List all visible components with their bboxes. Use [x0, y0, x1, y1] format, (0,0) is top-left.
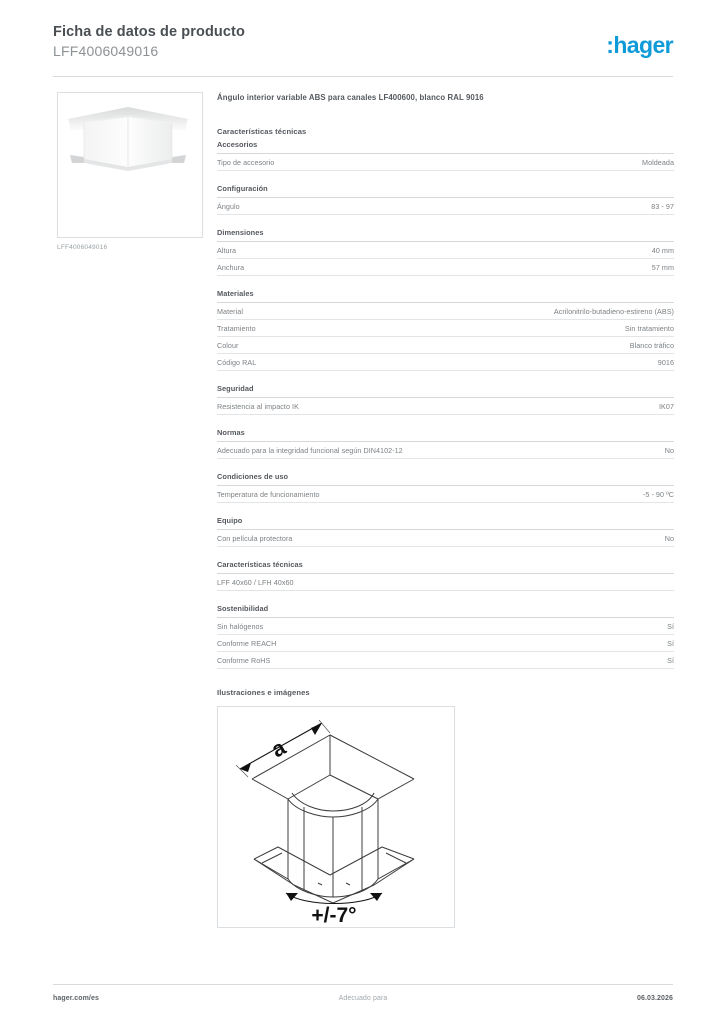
- illustrations-heading: Ilustraciones e imágenes: [217, 688, 310, 697]
- product-photo: [57, 92, 203, 238]
- spec-row-value: 9016: [657, 357, 674, 367]
- spec-row-label: Anchura: [217, 262, 245, 272]
- page-header: [53, 24, 673, 72]
- product-photo-image: [58, 93, 202, 237]
- spec-row: [217, 574, 674, 591]
- footer-date: 06.03.2026: [636, 995, 673, 1002]
- spec-row-label: Conforme REACH: [217, 638, 277, 648]
- spec-row-label: Adecuado para la integridad funcional según DIN4102-12: [217, 445, 403, 455]
- spec-row-label: Colour: [217, 340, 239, 350]
- spec-section: [217, 228, 674, 276]
- header-divider: [53, 76, 673, 77]
- spec-row-value: Sí: [667, 655, 674, 665]
- spec-row-label: Código RAL: [217, 357, 257, 367]
- spec-row: [217, 198, 674, 215]
- spec-section-title: Materiales: [217, 289, 674, 303]
- spec-row-label: Tratamiento: [217, 323, 256, 333]
- spec-row: [217, 259, 674, 276]
- spec-section: [217, 560, 674, 591]
- spec-row-label: Resistencia al impacto IK: [217, 401, 299, 411]
- page-title: Ficha de datos de producto: [53, 24, 245, 40]
- spec-section: [217, 428, 674, 459]
- spec-section-title: Condiciones de uso: [217, 472, 674, 486]
- spec-row: [217, 486, 674, 503]
- spec-row-value: No: [664, 533, 674, 543]
- spec-section-title: Equipo: [217, 516, 674, 530]
- spec-row-value: Moldeada: [642, 157, 674, 167]
- spec-row-value: Sin tratamiento: [624, 323, 674, 333]
- spec-row-label: Temperatura de funcionamiento: [217, 489, 320, 499]
- spec-section-title: Características técnicas: [217, 560, 674, 574]
- spec-row-value: 57 mm: [651, 262, 674, 272]
- spec-section: [217, 384, 674, 415]
- spec-row: [217, 398, 674, 415]
- spec-row: [217, 530, 674, 547]
- spec-row-label: Con película protectora: [217, 533, 293, 543]
- product-thumbnail-block: [57, 92, 203, 251]
- technical-drawing-svg: [218, 707, 454, 927]
- spec-row: [217, 242, 674, 259]
- spec-row: [217, 442, 674, 459]
- footer-divider: [53, 984, 673, 985]
- spec-row-value: Blanco tráfico: [629, 340, 674, 350]
- spec-section-title: Normas: [217, 428, 674, 442]
- spec-row-value: Acrilonitrilo-butadieno-estireno (ABS): [553, 306, 674, 316]
- drawing-dimension-label: a: [266, 734, 290, 763]
- footer-website[interactable]: hager.com/es: [53, 995, 99, 1002]
- footer-note: Adecuado para: [338, 995, 388, 1002]
- spec-section-title: Sostenibilidad: [217, 604, 674, 618]
- spec-row-label: LFF 40x60 / LFH 40x60: [217, 577, 294, 587]
- spec-row-label: Ángulo: [217, 201, 240, 211]
- product-thumbnail-caption: LFF4006049016: [57, 244, 108, 251]
- spec-section: [217, 289, 674, 371]
- specifications-column: [217, 92, 674, 928]
- spec-row: [217, 652, 674, 669]
- spec-section: [217, 516, 674, 547]
- spec-section: [217, 604, 674, 669]
- spec-row: [217, 337, 674, 354]
- spec-section-title: Accesorios: [217, 140, 674, 154]
- spec-row-value: No: [664, 445, 674, 455]
- spec-row-value: IK07: [659, 401, 674, 411]
- spec-row-label: Tipo de accesorio: [217, 157, 275, 167]
- spec-section-title: Dimensiones: [217, 228, 674, 242]
- spec-row: [217, 635, 674, 652]
- spec-section-title: Configuración: [217, 184, 674, 198]
- page-footer: [53, 995, 673, 1009]
- spec-row: [217, 320, 674, 337]
- spec-row-value: Sí: [667, 638, 674, 648]
- spec-row-label: Sin halógenos: [217, 621, 264, 631]
- spec-section: [217, 472, 674, 503]
- spec-row: [217, 354, 674, 371]
- spec-section-title: Seguridad: [217, 384, 674, 398]
- spec-section: [217, 184, 674, 215]
- spec-row: [217, 303, 674, 320]
- spec-sections: [217, 140, 674, 669]
- specs-heading: Características técnicas: [217, 127, 307, 136]
- spec-row-label: Altura: [217, 245, 237, 255]
- spec-row: [217, 154, 674, 171]
- drawing-angle-label: +/-7°: [311, 904, 357, 927]
- spec-row-value: 40 mm: [651, 245, 674, 255]
- spec-row-value: -5 - 90 ºC: [642, 489, 674, 499]
- spec-section: [217, 140, 674, 171]
- technical-drawing: [217, 706, 455, 928]
- spec-row-label: Material: [217, 306, 243, 316]
- product-code-subtitle: LFF4006049016: [53, 43, 159, 59]
- spec-row-value: 83 - 97: [651, 201, 674, 211]
- hager-logo: :hager: [606, 32, 673, 58]
- spec-row-label: Conforme RoHS: [217, 655, 271, 665]
- spec-row: [217, 618, 674, 635]
- spec-row-value: Sí: [667, 621, 674, 631]
- product-description: Ángulo interior variable ABS para canales LF400600, blanco RAL 9016: [217, 93, 484, 102]
